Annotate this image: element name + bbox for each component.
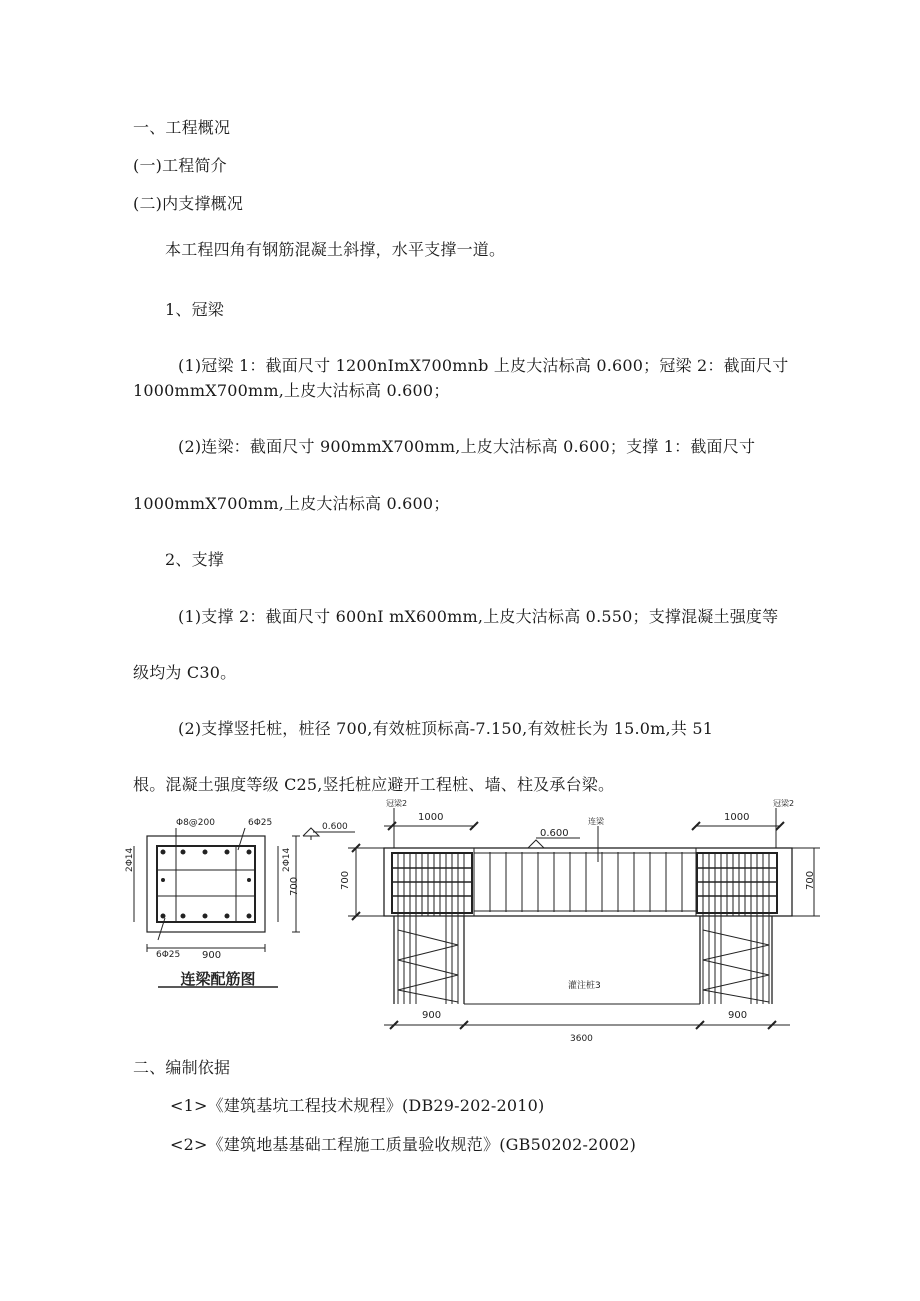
subsection-project-intro: (一)工程简介 xyxy=(133,156,227,175)
label-link-beam: 连梁 xyxy=(588,817,604,826)
paragraph-support2-line1: (1)支撑 2：截面尺寸 600nI mX600mm,上皮大沽标高 0.550；支撑混凝土强度等 xyxy=(178,607,779,626)
label-section-height: 700 xyxy=(289,876,300,896)
paragraph-crown-beam-line2: 1000mmX700mm,上皮大沽标高 0.600； xyxy=(133,381,450,400)
label-elevation: 0.600 xyxy=(540,828,569,839)
paragraph-support2-line2: 级均为 C30。 xyxy=(133,663,237,682)
paragraph-link-beam-line1: (2)连梁：截面尺寸 900mmX700mm,上皮大沽标高 0.600；支撑 1：截面尺寸 xyxy=(178,437,756,456)
label-side-right: 2Φ14 xyxy=(282,847,292,872)
label-left-pile-width: 900 xyxy=(422,1010,442,1021)
reinforcement-drawing xyxy=(118,798,828,1048)
reference-1: <1>《建筑基坑工程技术规程》(DB29-202-2010) xyxy=(170,1096,545,1115)
label-section-width: 900 xyxy=(202,950,222,961)
item-title-crown-beam: 1、冠梁 xyxy=(165,300,224,319)
label-left-height: 700 xyxy=(340,870,351,890)
label-right-height: 700 xyxy=(805,870,816,890)
label-right-width: 1000 xyxy=(724,812,750,823)
figure-caption: 连梁配筋图 xyxy=(180,970,256,988)
label-side-left: 2Φ14 xyxy=(125,847,135,872)
label-total-length: 3600 xyxy=(570,1034,593,1044)
paragraph-link-beam-line2: 1000mmX700mm,上皮大沽标高 0.600； xyxy=(133,494,450,513)
reference-2: <2>《建筑地基基础工程施工质量验收规范》(GB50202-2002) xyxy=(170,1135,637,1154)
label-top-bars: 6Φ25 xyxy=(248,818,273,828)
subsection-support-overview: (二)内支撑概况 xyxy=(133,194,244,213)
paragraph-crown-beam-line1: (1)冠梁 1：截面尺寸 1200nImX700mnb 上皮大沽标高 0.600；冠梁 2：截面尺寸 xyxy=(178,356,789,375)
item-title-support: 2、支撑 xyxy=(165,550,224,569)
label-pile: 灌注桩3 xyxy=(568,981,601,991)
label-section-elevation: 0.600 xyxy=(322,822,348,832)
paragraph-intro: 本工程四角有钢筋混凝土斜撑，水平支撑一道。 xyxy=(165,240,506,259)
section-heading-1: 一、工程概况 xyxy=(133,118,231,137)
label-right-pile-width: 900 xyxy=(728,1010,748,1021)
paragraph-pile-line1: (2)支撑竖托桩，桩径 700,有效桩顶标高-7.150,有效桩长为 15.0m,共 51 xyxy=(178,719,714,738)
label-left-crown-beam: 冠梁2 xyxy=(386,799,408,808)
label-bottom-bars: 6Φ25 xyxy=(156,950,181,960)
label-stirrup: Φ8@200 xyxy=(176,818,215,828)
label-left-width: 1000 xyxy=(418,812,444,823)
label-right-crown-beam: 冠梁2 xyxy=(773,799,795,808)
section-heading-2: 二、编制依据 xyxy=(133,1058,231,1077)
paragraph-pile-line2: 根。混凝土强度等级 C25,竖托桩应避开工程桩、墙、柱及承台梁。 xyxy=(133,775,615,794)
